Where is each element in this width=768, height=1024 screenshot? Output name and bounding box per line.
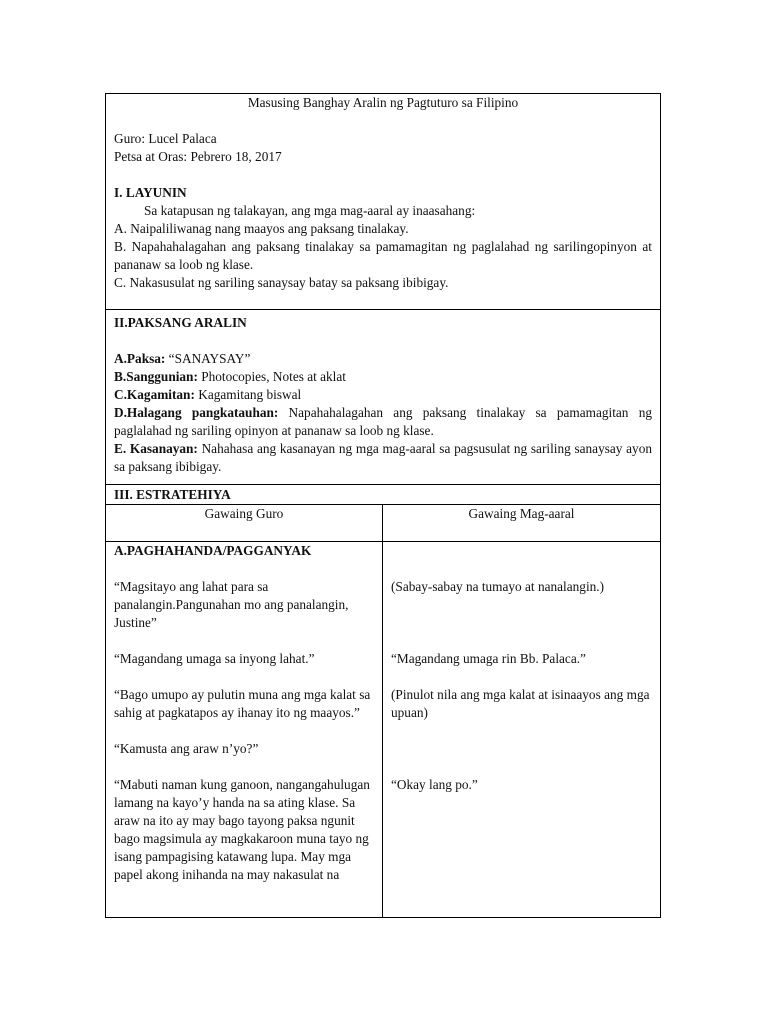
lesson-plan-table <box>105 93 661 918</box>
estratehiya-heading: III. ESTRATEHIYA <box>106 485 661 505</box>
columns-header-row <box>106 505 661 542</box>
layunin-item-c: C. Nakasusulat ng sariling sanaysay batay sa paksang ibibigay. <box>114 275 449 290</box>
sanggunian-line <box>114 368 652 386</box>
lesson-plan-document <box>105 93 660 918</box>
paksa-value: “SANAYSAY” <box>165 351 251 366</box>
halaga-label: D.Halagang pangkatauhan: <box>114 405 279 420</box>
header-row <box>106 94 661 310</box>
activity-row <box>106 542 661 918</box>
estratehiya-row <box>106 485 661 505</box>
section-heading: A.PAGHAHANDA/PAGGANYAK <box>114 543 312 558</box>
kagamitan-line <box>114 386 652 404</box>
paksang-aralin-row <box>106 310 661 485</box>
mag-aaral-line-2: “Magandang umaga rin Bb. Palaca.” <box>391 651 586 666</box>
layunin-heading: I. LAYUNIN <box>114 185 187 200</box>
kagamitan-value: Kagamitang biswal <box>194 387 302 402</box>
kagamitan-label: C.Kagamitan: <box>114 387 195 402</box>
col-header-guro: Gawaing Guro <box>106 505 383 542</box>
kasanayan-line <box>114 440 652 476</box>
guro-column <box>106 542 383 918</box>
layunin-item-a: A. Naipaliliwanag nang maayos ang paksang tinalakay. <box>114 221 409 236</box>
paksa-label: A.Paksa: <box>114 351 166 366</box>
mag-aaral-line-4: “Okay lang po.” <box>391 777 478 792</box>
header-cell <box>106 94 661 310</box>
paksang-aralin-heading: II.PAKSANG ARALIN <box>114 315 247 330</box>
layunin-intro: Sa katapusan ng talakayan, ang mga mag-aaral ay inaasahang: <box>144 203 476 218</box>
halaga-line <box>114 404 652 440</box>
guro-line-2: “Magandang umaga sa inyong lahat.” <box>114 651 315 666</box>
mag-aaral-line-1: (Sabay-sabay na tumayo at nanalangin.) <box>391 579 605 594</box>
document-title: Masusing Banghay Aralin ng Pagtuturo sa Filipino <box>247 95 519 110</box>
teacher-name: Guro: Lucel Palaca <box>114 131 217 146</box>
mag-aaral-line-3: (Pinulot nila ang mga kalat at isinaayos ang mga upuan) <box>391 687 650 720</box>
guro-line-5: “Mabuti naman kung ganoon, nangangahulugan lamang na kayo’y handa na sa ating klase. Sa araw na ito ay may bago tayong paksa ngunit bago magsimula ay magkakaroon muna tayo ng isang pampagising katawang lupa. May mga papel akong inihanda na may nakasulat na <box>114 777 370 882</box>
sanggunian-value: Photocopies, Notes at aklat <box>197 369 346 384</box>
guro-line-1: “Magsitayo ang lahat para sa panalangin.Pangunahan mo ang panalangin, Justine” <box>114 579 349 630</box>
halaga-value: Napahahalagahan ang paksang tinalakay sa pamamagitan ng paglalahad ng sariling opinyon at pananaw sa loob ng klase. <box>114 405 652 438</box>
paksang-aralin-cell <box>106 310 661 485</box>
kasanayan-value: Nahahasa ang kasanayan ng mga mag-aaral sa pagsusulat ng sariling sanaysay ayon sa paksang ibibigay. <box>114 441 652 474</box>
kasanayan-label: E. Kasanayan: <box>114 441 198 456</box>
mag-aaral-column <box>383 542 661 918</box>
guro-line-4: “Kamusta ang araw n’yo?” <box>114 741 259 756</box>
paksa-line <box>114 350 652 368</box>
guro-line-3: “Bago umupo ay pulutin muna ang mga kalat sa sahig at pagkatapos ay ihanay ito ng maayos.” <box>114 687 371 720</box>
col-header-mag-aaral: Gawaing Mag-aaral <box>383 505 661 542</box>
sanggunian-label: B.Sanggunian: <box>114 369 198 384</box>
layunin-item-b: B. Napahahalagahan ang paksang tinalakay sa pamamagitan ng paglalahad ng sarilingopinyon at pananaw sa loob ng klase. <box>114 239 652 272</box>
date-time: Petsa at Oras: Pebrero 18, 2017 <box>114 149 282 164</box>
